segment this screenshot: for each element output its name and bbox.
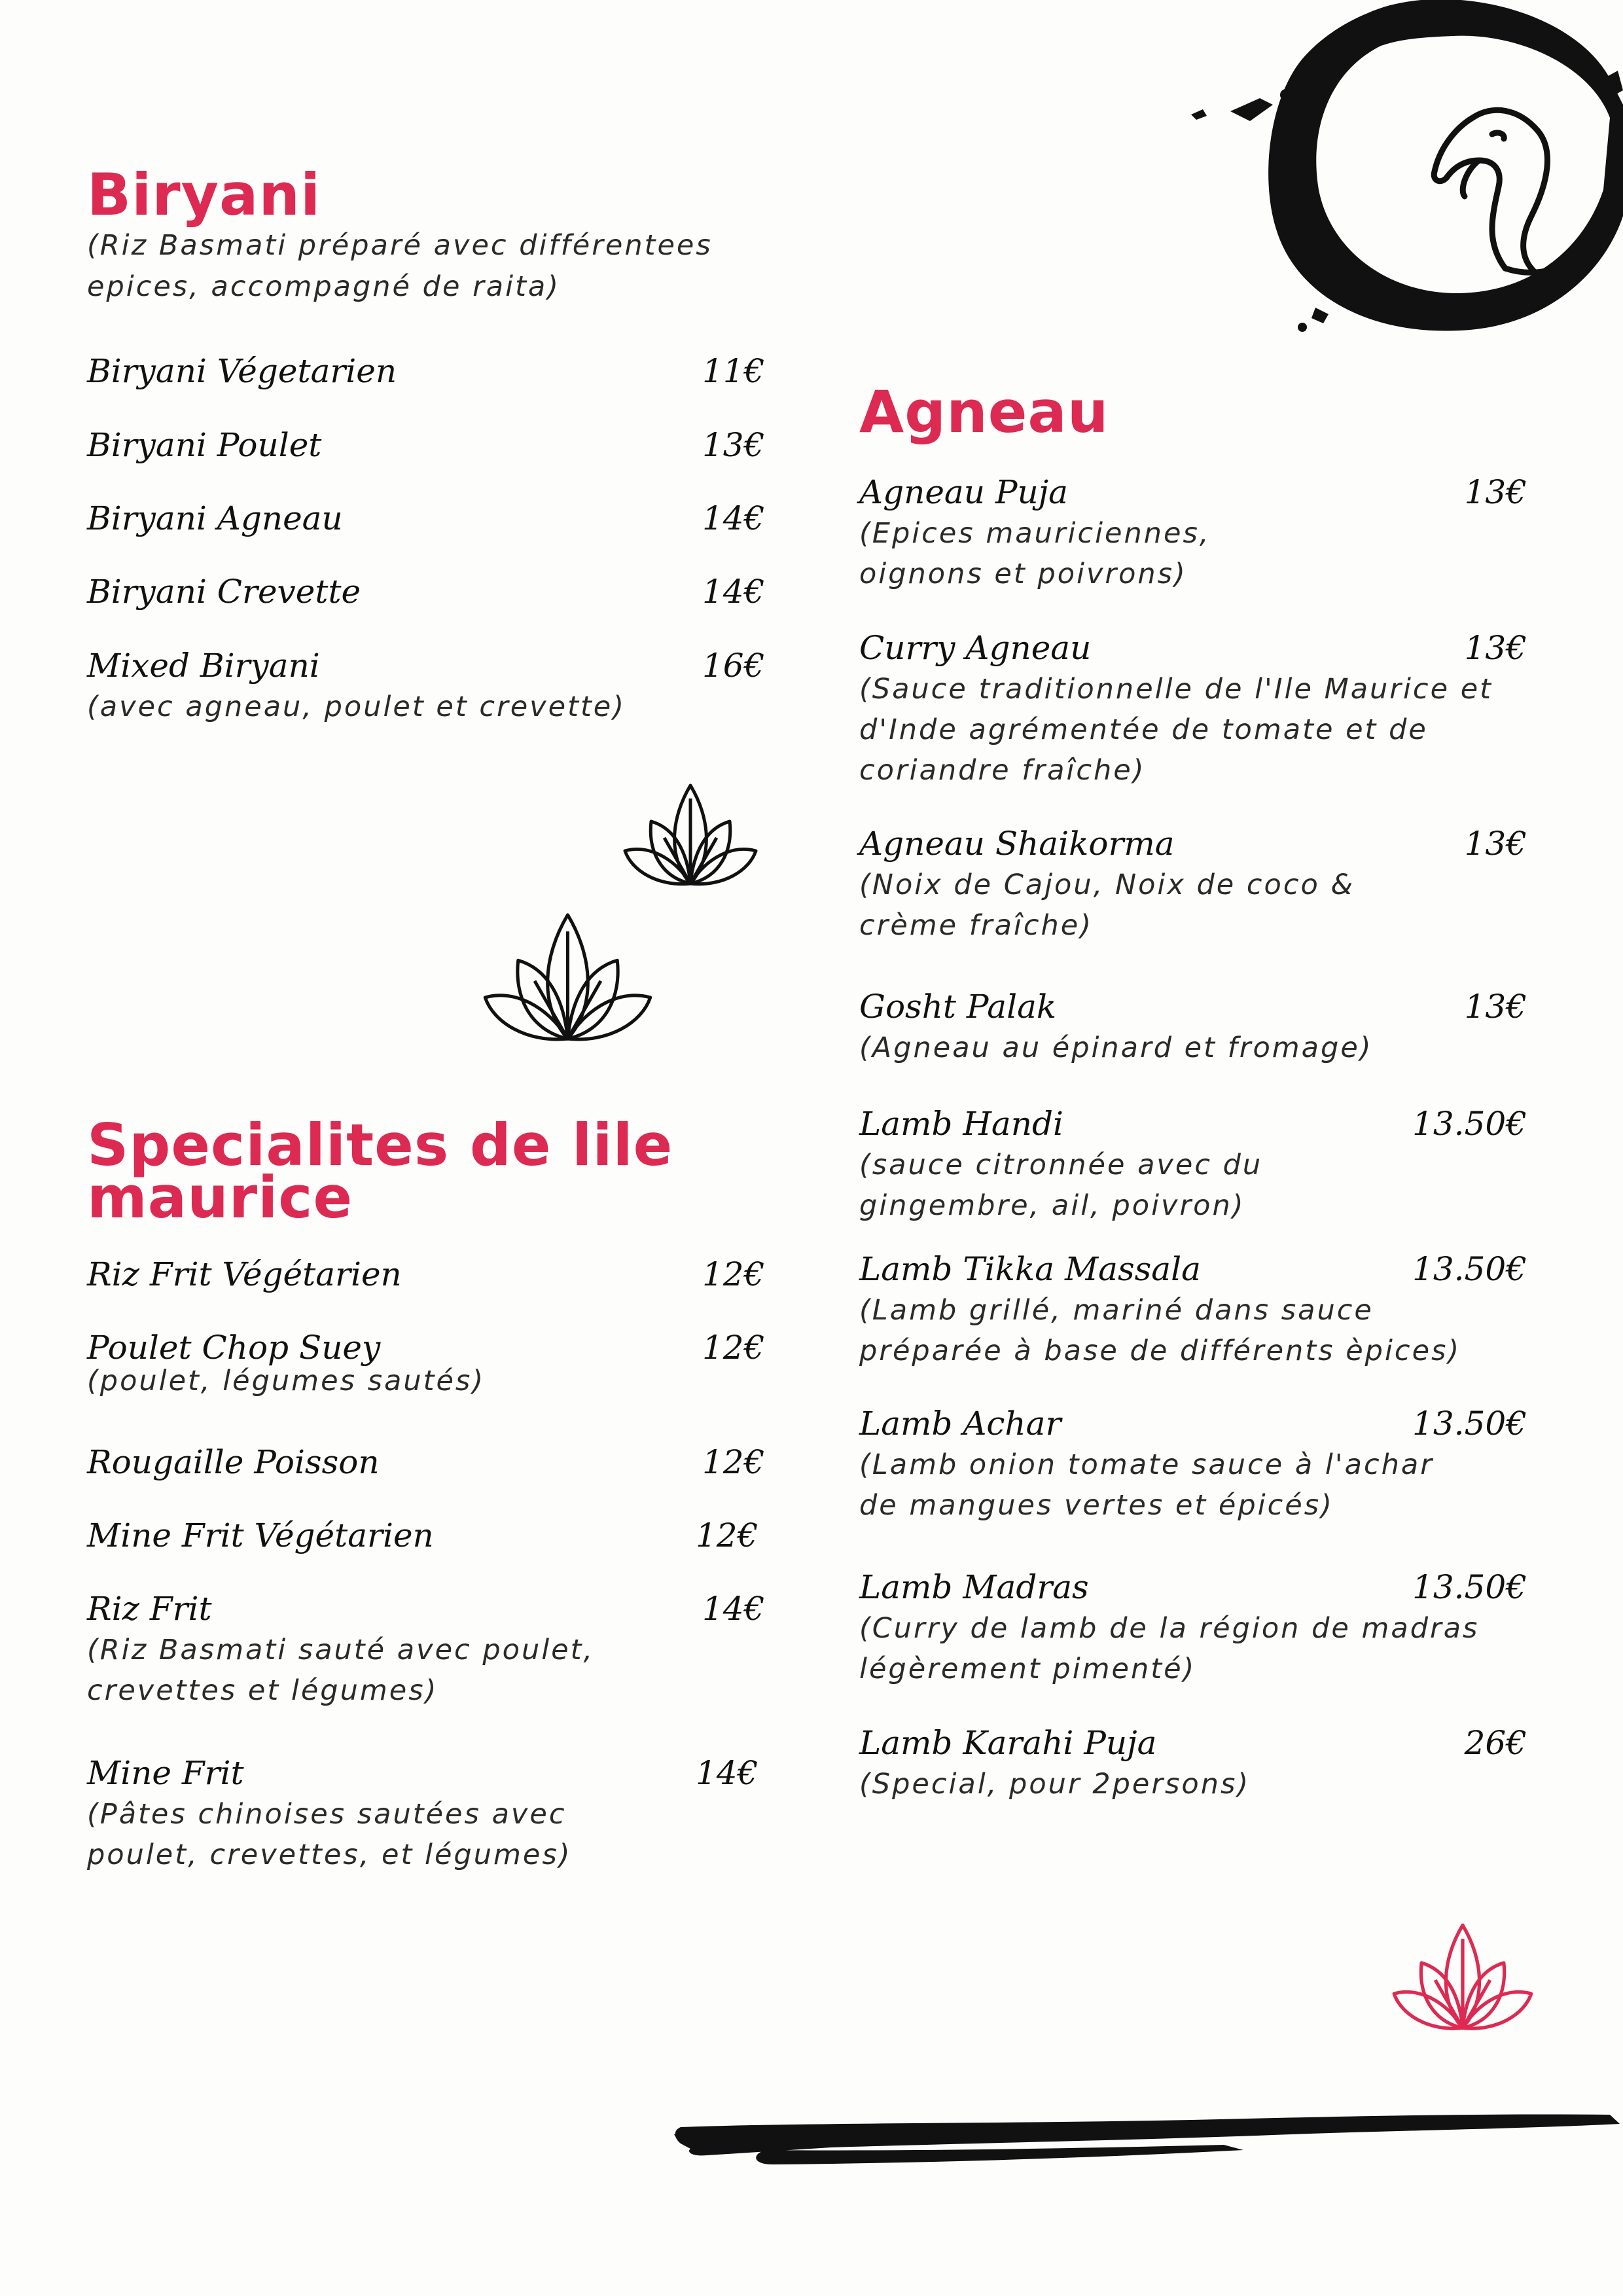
item-price: 14€	[702, 499, 765, 537]
item-description: (Lamb grillé, mariné dans sauce préparée à base de différents èpices)	[859, 1294, 1461, 1367]
item-price: 12€	[702, 1443, 765, 1481]
agneau-title: Agneau	[859, 378, 1109, 446]
item-price: 12€	[702, 1329, 765, 1367]
lotus-red-icon	[1391, 1918, 1535, 2036]
item-price: 11€	[702, 352, 765, 390]
lotus-icon	[481, 903, 654, 1050]
item-name: Riz Frit	[87, 1590, 212, 1628]
item-description: (sauce citronnée avec du gingembre, ail, poivron)	[859, 1149, 1263, 1222]
item-name: Lamb Madras	[859, 1568, 1089, 1606]
item-name: Gosht Palak	[859, 988, 1057, 1026]
specialites-title	[87, 1111, 673, 1231]
item-price: 14€	[702, 573, 765, 611]
biryani-subtitle: (Riz Basmati préparé avec différentees epices, accompagné de raita)	[87, 229, 713, 303]
item-price: 13€	[702, 426, 765, 464]
item-price: 13€	[1464, 988, 1527, 1026]
item-description: (Special, pour 2persons)	[859, 1768, 1251, 1801]
item-description: (Pâtes chinoises sautées avec poulet, crevettes, et légumes)	[87, 1798, 572, 1871]
biryani-title: Biryani	[87, 161, 321, 228]
item-description: (avec agneau, poulet et crevette)	[87, 691, 626, 723]
item-name: Biryani Végetarien	[87, 352, 397, 390]
item-name: Mixed Biryani	[87, 647, 320, 685]
item-description: (Epices mauriciennes, oignons et poivrons)	[859, 517, 1211, 590]
item-name: Agneau Shaikorma	[859, 825, 1175, 863]
item-name: Mine Frit Végétarien	[87, 1516, 434, 1554]
item-price: 13.50€	[1412, 1105, 1527, 1143]
item-name: Curry Agneau	[859, 629, 1092, 667]
item-name: Agneau Puja	[859, 473, 1068, 511]
item-price: 13€	[1464, 825, 1527, 863]
item-price: 12€	[696, 1516, 758, 1554]
item-name: Mine Frit	[87, 1754, 244, 1792]
item-name: Lamb Handi	[859, 1105, 1063, 1143]
item-name: Riz Frit Végétarien	[87, 1255, 402, 1293]
ink-brush-stroke	[668, 2104, 1623, 2176]
item-name: Lamb Tikka Massala	[859, 1250, 1201, 1288]
item-price: 14€	[702, 1590, 765, 1628]
specialites-title-line1: Specialites de lile	[87, 1111, 673, 1179]
lotus-icon	[622, 779, 759, 890]
item-name: Biryani Crevette	[87, 573, 361, 611]
item-description: (Curry de lamb de la région de madras légèrement pimenté)	[859, 1612, 1480, 1685]
item-price: 16€	[702, 647, 765, 685]
item-name: Biryani Poulet	[87, 426, 322, 464]
item-name: Poulet Chop Suey	[87, 1329, 381, 1367]
item-description: (Lamb onion tomate sauce à l'achar de mangues vertes et épicés)	[859, 1448, 1434, 1522]
item-price: 13.50€	[1412, 1250, 1527, 1288]
item-price: 26€	[1464, 1724, 1527, 1762]
item-description: (poulet, légumes sautés)	[87, 1365, 486, 1397]
item-name: Rougaille Poisson	[87, 1443, 380, 1481]
item-description: (Noix de Cajou, Noix de coco & crème fraîche)	[859, 869, 1355, 942]
item-description: (Sauce traditionnelle de l'Ile Maurice et d'Inde agrémentée de tomate et de coriandre fraîche)	[859, 673, 1493, 787]
item-price: 13.50€	[1412, 1405, 1527, 1443]
item-name: Lamb Karahi Puja	[859, 1724, 1157, 1762]
item-description: (Riz Basmati sauté avec poulet, crevettes et légumes)	[87, 1634, 595, 1707]
item-price: 13€	[1464, 473, 1527, 511]
item-price: 14€	[696, 1754, 758, 1792]
item-name: Biryani Agneau	[87, 499, 343, 537]
item-price: 13.50€	[1412, 1568, 1527, 1606]
item-price: 13€	[1464, 629, 1527, 667]
item-price: 12€	[702, 1255, 765, 1293]
specialites-title-line2: maurice	[87, 1164, 353, 1231]
item-description: (Agneau au épinard et fromage)	[859, 1031, 1373, 1064]
item-name: Lamb Achar	[859, 1405, 1061, 1443]
ink-circle-bird-logo	[1152, 0, 1623, 367]
